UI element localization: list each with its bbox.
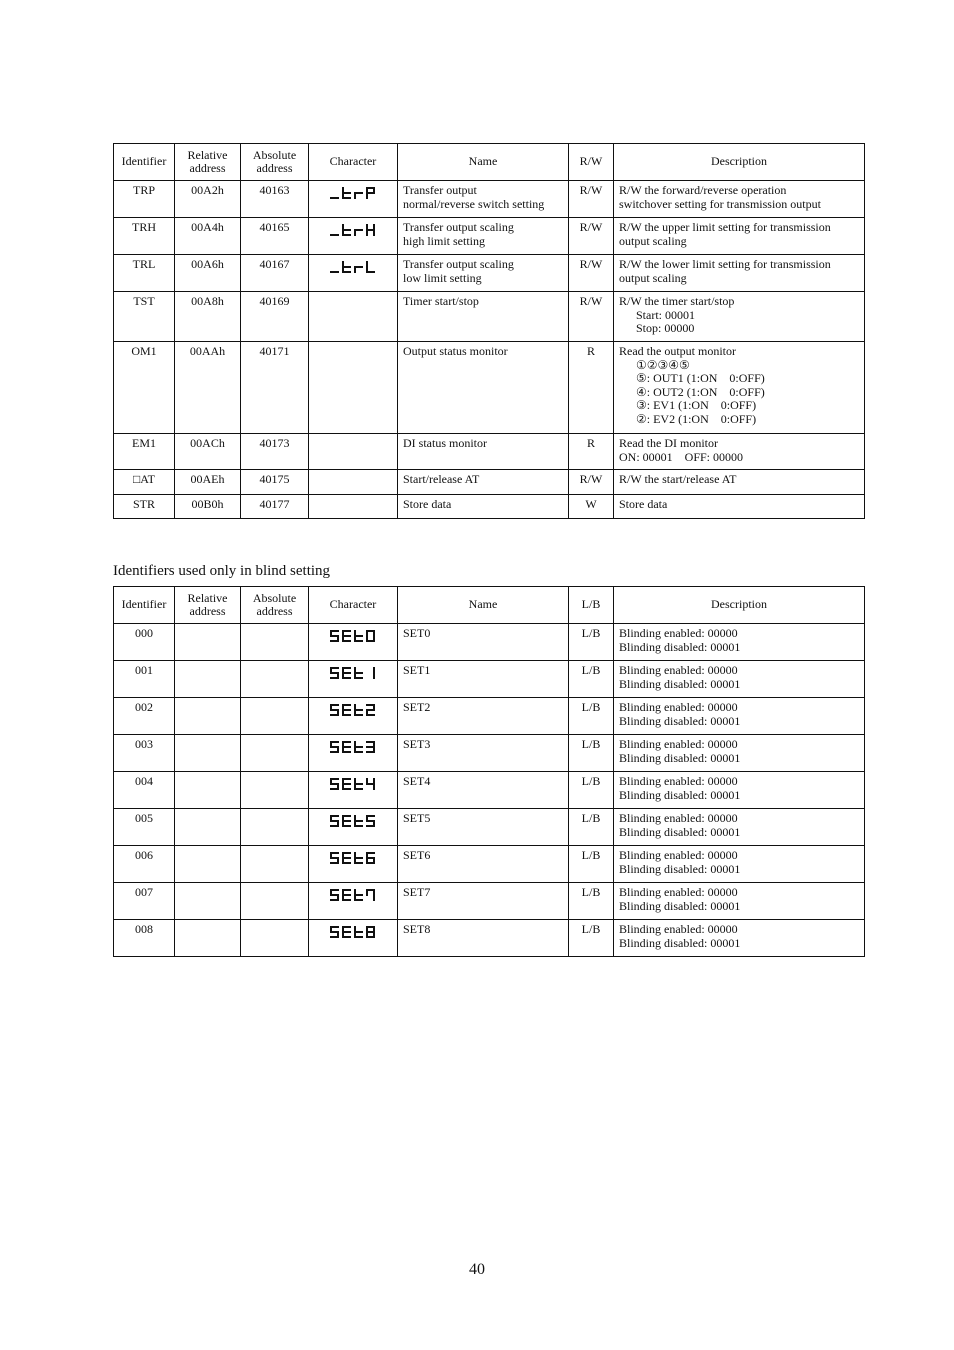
character-cell [309, 735, 398, 772]
absolute-address-cell [241, 624, 309, 661]
name-cell: SET5 [398, 809, 569, 846]
description-cell [614, 772, 865, 809]
name-line: Transfer output scaling [403, 220, 514, 234]
identifier-cell: 004 [114, 772, 175, 809]
table-row [114, 624, 865, 661]
header-rw: R/W [569, 144, 614, 181]
description-cell [614, 470, 865, 495]
description-line: R/W the forward/reverse operation [619, 183, 787, 197]
name-line: Output status monitor [403, 344, 508, 358]
blind-setting-table [113, 586, 865, 957]
character-cell [309, 495, 398, 519]
absolute-address-cell: 40175 [241, 470, 309, 495]
segment-display-glyph [329, 889, 377, 902]
rw-cell: R [569, 342, 614, 434]
segment-display-glyph [329, 926, 377, 939]
description-cell [614, 920, 865, 957]
segment-display-glyph [329, 261, 377, 274]
character-cell [309, 661, 398, 698]
header-absolute-address: Absolute address [241, 587, 309, 624]
header-description: Description [614, 587, 865, 624]
description-line: Blinding enabled: 00000 [619, 774, 738, 788]
description-line: Blinding enabled: 00000 [619, 848, 738, 862]
table-row [114, 181, 865, 218]
name-cell [398, 218, 569, 255]
table-row [114, 809, 865, 846]
header-name: Name [398, 144, 569, 181]
character-cell [309, 698, 398, 735]
description-cell [614, 342, 865, 434]
header-lb: L/B [569, 587, 614, 624]
absolute-address-cell: 40165 [241, 218, 309, 255]
absolute-address-cell: 40167 [241, 255, 309, 292]
description-line: Blinding enabled: 00000 [619, 811, 738, 825]
lb-cell: L/B [569, 883, 614, 920]
segment-display-glyph [329, 778, 377, 791]
description-line: Blinding disabled: 00001 [619, 861, 741, 876]
name-cell [398, 495, 569, 519]
absolute-address-cell [241, 809, 309, 846]
relative-address-cell: 00ACh [175, 434, 241, 470]
lb-cell: L/B [569, 698, 614, 735]
header-description: Description [614, 144, 865, 181]
name-line: Timer start/stop [403, 294, 479, 308]
identifier-cell: STR [114, 495, 175, 519]
lb-cell: L/B [569, 735, 614, 772]
description-line: R/W the timer start/stop [619, 294, 735, 308]
character-cell [309, 809, 398, 846]
description-line: switchover setting for transmission output [619, 196, 821, 211]
identifier-cell: 005 [114, 809, 175, 846]
name-cell: SET7 [398, 883, 569, 920]
name-cell: SET6 [398, 846, 569, 883]
name-cell: SET2 [398, 698, 569, 735]
relative-address-cell [175, 735, 241, 772]
description-line: Blinding disabled: 00001 [619, 787, 741, 802]
name-line: Transfer output scaling [403, 257, 514, 271]
character-cell [309, 255, 398, 292]
absolute-address-cell: 40173 [241, 434, 309, 470]
name-line: Transfer output [403, 183, 477, 197]
table-row [114, 698, 865, 735]
segment-display-glyph [329, 704, 377, 717]
description-cell [614, 434, 865, 470]
table-row [114, 342, 865, 434]
table-row [114, 218, 865, 255]
identifier-cell: EM1 [114, 434, 175, 470]
lb-cell: L/B [569, 846, 614, 883]
description-line: Blinding enabled: 00000 [619, 885, 738, 899]
relative-address-cell [175, 920, 241, 957]
register-table [113, 143, 865, 519]
name-cell: SET8 [398, 920, 569, 957]
description-cell [614, 181, 865, 218]
description-cell [614, 624, 865, 661]
character-cell [309, 292, 398, 342]
name-cell: SET0 [398, 624, 569, 661]
description-line: output scaling [619, 270, 687, 285]
description-cell [614, 809, 865, 846]
absolute-address-cell [241, 920, 309, 957]
description-indented-line: Stop: 00000 [636, 321, 695, 335]
name-cell: SET4 [398, 772, 569, 809]
page-number: 40 [469, 1261, 485, 1278]
rw-cell: R [569, 434, 614, 470]
relative-address-cell [175, 883, 241, 920]
description-line: output scaling [619, 233, 687, 248]
lb-cell: L/B [569, 920, 614, 957]
name-line: high limit setting [403, 233, 486, 248]
relative-address-cell: 00B0h [175, 495, 241, 519]
relative-address-cell: 00A6h [175, 255, 241, 292]
absolute-address-cell [241, 846, 309, 883]
table-row [114, 470, 865, 495]
identifier-cell: 002 [114, 698, 175, 735]
identifier-cell: 006 [114, 846, 175, 883]
table-row [114, 883, 865, 920]
name-line: low limit setting [403, 270, 482, 285]
table-row [114, 846, 865, 883]
table-row [114, 434, 865, 470]
name-line: Start/release AT [403, 472, 480, 486]
absolute-address-cell: 40163 [241, 181, 309, 218]
description-indented-line: ②: EV2 (1:ON 0:OFF) [636, 411, 757, 426]
description-cell [614, 846, 865, 883]
character-cell [309, 218, 398, 255]
relative-address-cell: 00AAh [175, 342, 241, 434]
absolute-address-cell: 40169 [241, 292, 309, 342]
character-cell [309, 470, 398, 495]
segment-display-glyph [329, 667, 377, 680]
description-indented-line: ③: EV1 (1:ON 0:OFF) [636, 398, 757, 412]
name-cell [398, 342, 569, 434]
header-character: Character [309, 587, 398, 624]
description-line: R/W the lower limit setting for transmission [619, 257, 831, 271]
absolute-address-cell [241, 661, 309, 698]
name-cell [398, 292, 569, 342]
relative-address-cell [175, 772, 241, 809]
identifier-cell: TST [114, 292, 175, 342]
description-line: Blinding enabled: 00000 [619, 626, 738, 640]
character-cell [309, 434, 398, 470]
identifier-cell: □AT [114, 470, 175, 495]
header-name: Name [398, 587, 569, 624]
header-absolute-address: Absolute address [241, 144, 309, 181]
segment-display-glyph [329, 852, 377, 865]
description-cell [614, 661, 865, 698]
header-identifier: Identifier [114, 144, 175, 181]
description-cell [614, 883, 865, 920]
character-cell [309, 181, 398, 218]
name-line: Store data [403, 497, 452, 511]
rw-cell: W [569, 495, 614, 519]
absolute-address-cell [241, 883, 309, 920]
description-cell [614, 495, 865, 519]
table-row [114, 920, 865, 957]
segment-display-glyph [329, 630, 377, 643]
description-line: Blinding disabled: 00001 [619, 713, 741, 728]
table-row [114, 735, 865, 772]
description-line: R/W the upper limit setting for transmission [619, 220, 831, 234]
segment-display-glyph [329, 815, 377, 828]
description-line: Store data [619, 497, 668, 511]
lb-cell: L/B [569, 809, 614, 846]
identifier-cell: OM1 [114, 342, 175, 434]
header-identifier: Identifier [114, 587, 175, 624]
table-row [114, 292, 865, 342]
description-indented-line: ①②③④⑤ [636, 357, 690, 372]
character-cell [309, 846, 398, 883]
rw-cell: R/W [569, 470, 614, 495]
relative-address-cell [175, 661, 241, 698]
relative-address-cell [175, 846, 241, 883]
identifier-cell: TRP [114, 181, 175, 218]
character-cell [309, 883, 398, 920]
relative-address-cell: 00AEh [175, 470, 241, 495]
description-line: Blinding disabled: 00001 [619, 898, 741, 913]
name-cell [398, 470, 569, 495]
description-indented-line: ④: OUT2 (1:ON 0:OFF) [636, 384, 765, 399]
identifier-cell: 001 [114, 661, 175, 698]
identifier-cell: TRL [114, 255, 175, 292]
description-line: ON: 00001 OFF: 00000 [619, 449, 744, 464]
header-character: Character [309, 144, 398, 181]
character-cell [309, 342, 398, 434]
name-line: normal/reverse switch setting [403, 196, 545, 211]
table-row [114, 772, 865, 809]
description-cell [614, 735, 865, 772]
absolute-address-cell: 40177 [241, 495, 309, 519]
table-row [114, 661, 865, 698]
character-cell [309, 772, 398, 809]
absolute-address-cell [241, 735, 309, 772]
absolute-address-cell [241, 698, 309, 735]
segment-display-glyph [329, 741, 377, 754]
identifier-cell: TRH [114, 218, 175, 255]
identifier-cell: 008 [114, 920, 175, 957]
identifier-cell: 000 [114, 624, 175, 661]
name-cell: SET3 [398, 735, 569, 772]
character-cell [309, 920, 398, 957]
lb-cell: L/B [569, 772, 614, 809]
rw-cell: R/W [569, 292, 614, 342]
table-header-row [114, 144, 865, 181]
description-line: Read the output monitor [619, 344, 736, 358]
description-line: Read the DI monitor [619, 436, 718, 450]
relative-address-cell [175, 624, 241, 661]
identifier-cell: 007 [114, 883, 175, 920]
description-line: Blinding enabled: 00000 [619, 663, 738, 677]
relative-address-cell: 00A2h [175, 181, 241, 218]
table-header-row [114, 587, 865, 624]
description-line: Blinding enabled: 00000 [619, 737, 738, 751]
lb-cell: L/B [569, 661, 614, 698]
description-line: Blinding disabled: 00001 [619, 824, 741, 839]
description-line: Blinding disabled: 00001 [619, 639, 741, 654]
description-line: R/W the start/release AT [619, 472, 737, 486]
absolute-address-cell: 40171 [241, 342, 309, 434]
description-line: Blinding disabled: 00001 [619, 676, 741, 691]
absolute-address-cell [241, 772, 309, 809]
relative-address-cell: 00A8h [175, 292, 241, 342]
description-cell [614, 218, 865, 255]
description-indented-line: ⑤: OUT1 (1:ON 0:OFF) [636, 371, 765, 385]
description-indented-line: Start: 00001 [636, 307, 695, 322]
description-cell [614, 255, 865, 292]
rw-cell: R/W [569, 218, 614, 255]
name-line: DI status monitor [403, 436, 487, 450]
relative-address-cell [175, 698, 241, 735]
segment-display-glyph [329, 187, 377, 200]
name-cell [398, 434, 569, 470]
lb-cell: L/B [569, 624, 614, 661]
relative-address-cell: 00A4h [175, 218, 241, 255]
description-line: Blinding enabled: 00000 [619, 922, 738, 936]
description-line: Blinding enabled: 00000 [619, 700, 738, 714]
name-cell [398, 181, 569, 218]
rw-cell: R/W [569, 255, 614, 292]
identifier-cell: 003 [114, 735, 175, 772]
header-relative-address: Relative address [175, 144, 241, 181]
character-cell [309, 624, 398, 661]
description-cell [614, 698, 865, 735]
table-row [114, 495, 865, 519]
table-row [114, 255, 865, 292]
name-cell: SET1 [398, 661, 569, 698]
relative-address-cell [175, 809, 241, 846]
description-line: Blinding disabled: 00001 [619, 750, 741, 765]
description-line: Blinding disabled: 00001 [619, 935, 741, 950]
name-cell [398, 255, 569, 292]
section-subtitle: Identifiers used only in blind setting [113, 563, 331, 579]
description-cell [614, 292, 865, 342]
rw-cell: R/W [569, 181, 614, 218]
header-relative-address: Relative address [175, 587, 241, 624]
segment-display-glyph [329, 224, 377, 237]
